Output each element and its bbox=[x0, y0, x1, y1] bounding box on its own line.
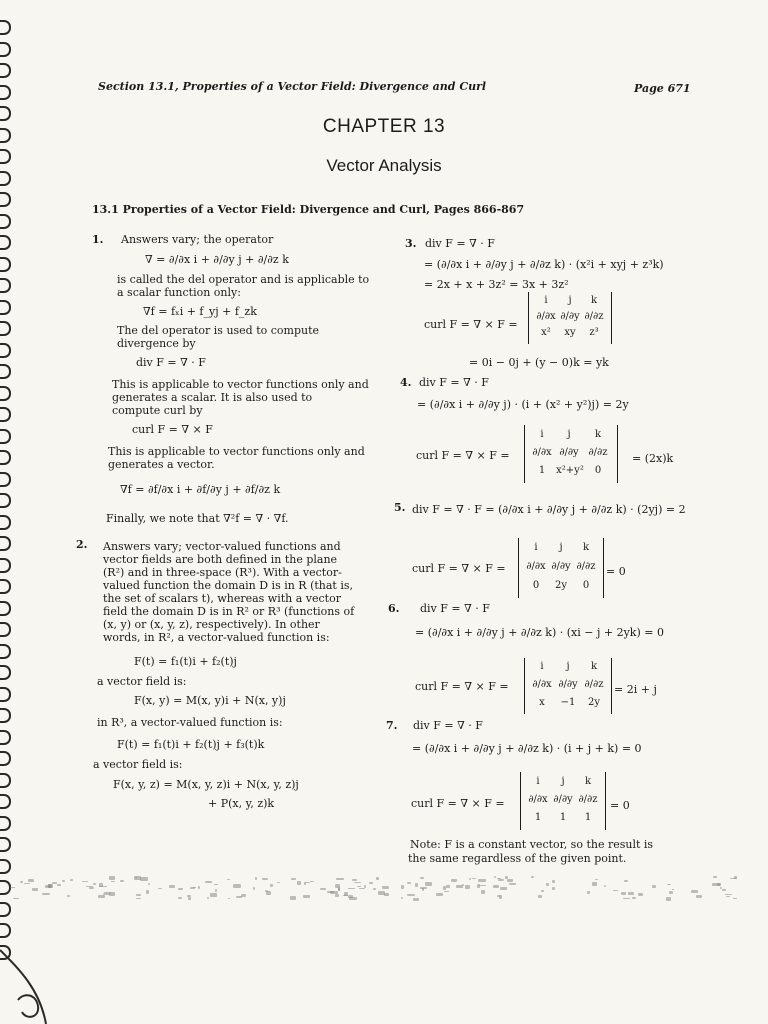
scan-speck bbox=[712, 883, 719, 886]
binder-hole bbox=[0, 708, 11, 723]
p4-curl-result: = (2x)k bbox=[632, 452, 674, 465]
p6-det-j: j bbox=[566, 661, 570, 672]
chapter-subtitle: Vector Analysis bbox=[326, 156, 442, 175]
p2-eq-5: + P(x, y, z)k bbox=[208, 797, 275, 810]
p4-det-dy: ∂/∂y bbox=[559, 447, 579, 458]
scan-speck bbox=[24, 883, 30, 884]
binder-hole bbox=[0, 558, 11, 573]
p2-line-11: a vector field is: bbox=[93, 758, 183, 771]
p2-line-5: the set of scalars t), whereas with a vector bbox=[103, 592, 341, 605]
scan-speck bbox=[465, 885, 470, 889]
scan-speck bbox=[384, 893, 389, 896]
p4-curl-label: curl F = ∇ × F = bbox=[416, 449, 510, 462]
p2-line-9: a vector field is: bbox=[97, 675, 187, 688]
p5-det-dx: ∂/∂x bbox=[526, 561, 546, 572]
scan-speck bbox=[146, 890, 149, 893]
scan-speck bbox=[444, 891, 449, 892]
scan-speck bbox=[592, 882, 598, 886]
binder-hole bbox=[0, 85, 11, 100]
scan-speck bbox=[178, 897, 182, 899]
scan-speck bbox=[253, 887, 255, 890]
p7-note-line-2: the same regardless of the given point. bbox=[408, 852, 627, 865]
p1-text-11: Finally, we note that ∇²f = ∇ · ∇f. bbox=[106, 512, 289, 525]
scan-speck bbox=[70, 879, 73, 881]
p6-curl-label: curl F = ∇ × F = bbox=[415, 680, 509, 693]
p3-det-p: z³ bbox=[589, 327, 599, 338]
p3-eq-3: = 2x + x + 3z² = 3x + 3z² bbox=[424, 278, 569, 291]
binder-hole bbox=[0, 622, 11, 637]
binder-hole bbox=[0, 816, 11, 831]
p6-det-dy: ∂/∂y bbox=[558, 679, 578, 690]
scan-speck bbox=[52, 882, 57, 885]
scan-speck bbox=[407, 882, 411, 884]
scan-speck bbox=[262, 878, 268, 880]
binder-hole bbox=[0, 278, 11, 293]
page-number: Page 671 bbox=[634, 82, 691, 95]
binder-hole bbox=[0, 902, 11, 917]
scan-speck bbox=[722, 889, 726, 891]
scan-speck bbox=[638, 893, 643, 897]
p2-line-6: field the domain D is in R² or R³ (functions of bbox=[103, 605, 355, 618]
scan-speck bbox=[57, 884, 60, 886]
p6-det-dz: ∂/∂z bbox=[584, 679, 604, 690]
scan-speck bbox=[82, 881, 89, 882]
p1-curl: curl F = ∇ × F bbox=[132, 423, 213, 436]
p5-curl-result: = 0 bbox=[606, 565, 626, 578]
p4-eq-1: div F = ∇ · F bbox=[419, 376, 489, 389]
p4-det-p: 0 bbox=[594, 465, 602, 476]
scan-speck bbox=[303, 895, 309, 898]
binder-hole bbox=[0, 579, 11, 594]
scan-speck bbox=[733, 898, 737, 899]
problem-1-number: 1. bbox=[92, 233, 104, 246]
p5-det-j: j bbox=[559, 542, 563, 553]
scan-speck bbox=[86, 886, 93, 887]
p7-curl-result: = 0 bbox=[610, 799, 630, 812]
p1-div: div F = ∇ · F bbox=[136, 356, 206, 369]
p7-det-j: j bbox=[561, 776, 565, 787]
scan-speck bbox=[291, 878, 296, 880]
scan-speck bbox=[297, 881, 301, 885]
p1-text-4: The del operator is used to compute bbox=[117, 324, 320, 337]
scan-speck bbox=[354, 882, 361, 884]
scan-speck bbox=[541, 890, 545, 892]
binder-hole bbox=[0, 730, 11, 745]
p5-det-k: k bbox=[582, 542, 590, 553]
binder-hole bbox=[0, 257, 11, 272]
p7-curl-label: curl F = ∇ × F = bbox=[411, 797, 505, 810]
scan-speck bbox=[725, 894, 733, 896]
binder-hole bbox=[0, 235, 11, 250]
p1-text-10: generates a vector. bbox=[108, 458, 215, 471]
p5-curl-determinant bbox=[518, 538, 604, 598]
scan-speck bbox=[498, 879, 504, 881]
binder-hole bbox=[0, 859, 11, 874]
scan-speck bbox=[357, 886, 361, 887]
scan-speck bbox=[98, 895, 105, 898]
binder-hole bbox=[0, 644, 11, 659]
p6-det-p: 2y bbox=[587, 697, 600, 708]
p5-det-dz: ∂/∂z bbox=[576, 561, 596, 572]
scan-speck bbox=[99, 883, 104, 887]
scan-speck bbox=[691, 890, 698, 893]
problem-3-number: 3. bbox=[405, 237, 417, 250]
p1-grad-f: ∇f = ∂f/∂x i + ∂f/∂y j + ∂f/∂z k bbox=[120, 483, 281, 496]
p1-text-7: generates a scalar. It is also used to bbox=[112, 391, 313, 404]
scan-speck bbox=[652, 885, 656, 888]
scan-speck bbox=[401, 897, 404, 899]
scan-speck bbox=[89, 887, 94, 889]
p3-det-i: i bbox=[544, 295, 548, 306]
binder-hole bbox=[0, 42, 11, 57]
p6-eq-1: div F = ∇ · F bbox=[420, 602, 490, 615]
scan-speck bbox=[401, 885, 404, 889]
scan-speck bbox=[666, 897, 670, 901]
scan-speck bbox=[13, 898, 19, 900]
binder-hole bbox=[0, 63, 11, 78]
scan-speck bbox=[546, 883, 548, 885]
binder-hole bbox=[0, 687, 11, 702]
p1-text-2: is called the del operator and is applicable to bbox=[117, 273, 370, 286]
binder-hole bbox=[0, 214, 11, 229]
binder-hole bbox=[0, 300, 11, 315]
scan-speck bbox=[158, 888, 162, 889]
scan-speck bbox=[726, 896, 729, 898]
scan-speck bbox=[443, 886, 446, 890]
scan-speck bbox=[140, 877, 148, 881]
scan-speck bbox=[134, 876, 141, 880]
scan-speck bbox=[632, 897, 636, 900]
p3-curl-determinant bbox=[528, 292, 612, 344]
p6-det-dx: ∂/∂x bbox=[532, 679, 552, 690]
binder-hole bbox=[0, 536, 11, 551]
p7-eq-1: div F = ∇ · F bbox=[413, 719, 483, 732]
binder-hole bbox=[0, 923, 11, 938]
scan-speck bbox=[93, 883, 96, 885]
scan-speck bbox=[373, 888, 376, 890]
scan-speck bbox=[359, 888, 365, 889]
scan-speck bbox=[538, 895, 542, 898]
p7-note-line-1: Note: F is a constant vector, so the result is bbox=[410, 838, 654, 851]
p3-eq-4: = 0i − 0j + (y − 0)k = yk bbox=[469, 356, 609, 369]
p4-det-n: x²+y² bbox=[556, 465, 584, 476]
binder-hole bbox=[0, 493, 11, 508]
binder-hole bbox=[0, 794, 11, 809]
problem-6-number: 6. bbox=[388, 602, 400, 615]
scan-speck bbox=[621, 892, 626, 895]
p2-line-8: words, in R², a vector-valued function is: bbox=[103, 631, 330, 644]
p3-eq-1: div F = ∇ · F bbox=[425, 237, 495, 250]
scan-speck bbox=[451, 879, 457, 882]
scan-speck bbox=[210, 893, 217, 897]
p4-det-k: k bbox=[594, 429, 602, 440]
scan-speck bbox=[595, 879, 598, 880]
scan-speck bbox=[310, 881, 314, 882]
p2-line-2: vector fields are both defined in the plane bbox=[103, 553, 338, 566]
scan-speck bbox=[136, 894, 141, 897]
scan-speck bbox=[407, 894, 414, 895]
scan-speck bbox=[730, 878, 737, 879]
scan-speck bbox=[613, 890, 618, 891]
scan-speck bbox=[493, 885, 500, 888]
scan-speck bbox=[62, 880, 65, 883]
p5-det-n: 2y bbox=[554, 580, 567, 591]
p1-del-operator: ∇ = ∂/∂x i + ∂/∂y j + ∂/∂z k bbox=[145, 253, 289, 266]
p4-eq-2: = (∂/∂x i + ∂/∂y j) · (i + (x² + y²)j) = 2y bbox=[417, 398, 629, 411]
p7-det-dy: ∂/∂y bbox=[553, 794, 573, 805]
binder-hole bbox=[0, 515, 11, 530]
scan-speck bbox=[32, 888, 38, 891]
p6-eq-2: = (∂/∂x i + ∂/∂y j + ∂/∂z k) · (xi − j + 2yk) = 0 bbox=[415, 626, 664, 639]
p7-det-dx: ∂/∂x bbox=[528, 794, 548, 805]
scan-speck bbox=[48, 884, 52, 888]
scan-speck bbox=[320, 888, 326, 890]
p3-det-dx: ∂/∂x bbox=[536, 311, 556, 322]
problem-7-number: 7. bbox=[386, 719, 398, 732]
p1-text-9: This is applicable to vector functions only and bbox=[108, 445, 365, 458]
p4-det-dx: ∂/∂x bbox=[532, 447, 552, 458]
p2-eq-4: F(x, y, z) = M(x, y, z)i + N(x, y, z)j bbox=[113, 778, 299, 791]
binder-hole bbox=[0, 386, 11, 401]
p4-det-m: 1 bbox=[538, 465, 546, 476]
p6-det-k: k bbox=[590, 661, 598, 672]
p2-eq-3: F(t) = f₁(t)i + f₂(t)j + f₃(t)k bbox=[117, 738, 265, 751]
scan-speck bbox=[327, 891, 334, 892]
scan-speck bbox=[227, 879, 230, 881]
binder-hole bbox=[0, 407, 11, 422]
scan-speck bbox=[136, 898, 141, 900]
scan-speck bbox=[233, 884, 240, 887]
p7-eq-2: = (∂/∂x i + ∂/∂y j + ∂/∂z k) · (i + j + k) = 0 bbox=[412, 742, 642, 755]
scan-speck bbox=[290, 896, 297, 900]
binder-hole bbox=[0, 837, 11, 852]
scan-noise-band bbox=[0, 876, 768, 902]
scan-speck bbox=[215, 889, 218, 892]
p2-eq-2: F(x, y) = M(x, y)i + N(x, y)j bbox=[134, 694, 286, 707]
p1-text-8: compute curl by bbox=[112, 404, 203, 417]
scan-speck bbox=[178, 888, 184, 889]
scan-speck bbox=[205, 881, 211, 882]
scan-speck bbox=[120, 880, 124, 882]
p1-text-1: Answers vary; the operator bbox=[121, 233, 274, 246]
scan-speck bbox=[604, 885, 607, 887]
binder-hole bbox=[0, 321, 11, 336]
scan-speck bbox=[628, 892, 634, 895]
binder-hole bbox=[0, 472, 11, 487]
scan-speck bbox=[479, 885, 486, 886]
scan-speck bbox=[531, 876, 534, 878]
p4-det-j: j bbox=[567, 429, 571, 440]
scan-speck bbox=[338, 888, 340, 891]
p2-line-4: valued function the domain D is in R (that is, bbox=[103, 579, 354, 592]
p3-det-m: x² bbox=[541, 327, 551, 338]
p2-eq-1: F(t) = f₁(t)i + f₂(t)j bbox=[134, 655, 237, 668]
binder-hole bbox=[0, 192, 11, 207]
p2-line-10: in R³, a vector-valued function is: bbox=[97, 716, 283, 729]
scan-speck bbox=[446, 885, 450, 888]
scan-speck bbox=[148, 883, 150, 886]
scan-speck bbox=[713, 876, 717, 878]
scan-speck bbox=[552, 880, 555, 883]
scan-speck bbox=[462, 884, 465, 885]
scan-speck bbox=[376, 877, 380, 879]
scan-speck bbox=[193, 887, 195, 888]
scan-speck bbox=[42, 893, 50, 894]
p5-curl-label: curl F = ∇ × F = bbox=[412, 562, 506, 575]
section-heading: 13.1 Properties of a Vector Field: Divergence and Curl, Pages 866-867 bbox=[92, 203, 525, 216]
p2-line-3: (R²) and in three-space (R³). With a vector- bbox=[103, 566, 342, 579]
p2-line-7: (x, y) or (x, y, z), respectively). In other bbox=[103, 618, 320, 631]
p6-curl-determinant bbox=[524, 658, 612, 714]
scan-speck bbox=[335, 894, 340, 896]
scan-speck bbox=[270, 884, 272, 888]
scan-speck bbox=[207, 897, 209, 899]
scan-speck bbox=[348, 888, 355, 889]
p5-det-m: 0 bbox=[532, 580, 540, 591]
p5-det-dy: ∂/∂y bbox=[551, 561, 571, 572]
p1-gradient: ∇f = fₓi + f_yj + f_zk bbox=[143, 305, 257, 318]
scan-speck bbox=[672, 889, 675, 890]
scan-speck bbox=[696, 895, 702, 898]
scan-speck bbox=[109, 876, 115, 880]
scan-speck bbox=[436, 893, 443, 896]
p3-det-dz: ∂/∂z bbox=[584, 311, 604, 322]
p4-det-i: i bbox=[540, 429, 544, 440]
scan-speck bbox=[214, 884, 218, 885]
scan-speck bbox=[343, 895, 348, 896]
scan-speck bbox=[10, 887, 15, 888]
p4-det-dz: ∂/∂z bbox=[588, 447, 608, 458]
chapter-title: CHAPTER 13 bbox=[322, 116, 446, 137]
p7-det-n: 1 bbox=[559, 812, 567, 823]
binder-hole bbox=[0, 601, 11, 616]
binder-hole bbox=[0, 773, 11, 788]
binder-hole bbox=[0, 364, 11, 379]
scan-speck bbox=[472, 878, 476, 879]
p7-det-k: k bbox=[584, 776, 592, 787]
binder-hole bbox=[0, 450, 11, 465]
p3-curl-label: curl F = ∇ × F = bbox=[424, 318, 518, 331]
problem-4-number: 4. bbox=[400, 376, 412, 389]
scan-speck bbox=[552, 887, 555, 890]
binder-hole bbox=[0, 665, 11, 680]
p7-det-dz: ∂/∂z bbox=[578, 794, 598, 805]
p1-text-5: divergence by bbox=[117, 337, 196, 350]
p6-curl-result: = 2i + j bbox=[614, 683, 657, 696]
binder-hole bbox=[0, 429, 11, 444]
scan-speck bbox=[305, 882, 311, 883]
scan-speck bbox=[425, 882, 432, 885]
scan-speck bbox=[587, 891, 590, 894]
scan-speck bbox=[500, 887, 507, 890]
scan-speck bbox=[478, 879, 485, 882]
scan-speck bbox=[188, 897, 191, 900]
p6-det-n: −1 bbox=[560, 697, 576, 708]
scan-speck bbox=[266, 891, 271, 894]
scan-speck bbox=[624, 880, 628, 882]
p3-det-k: k bbox=[590, 295, 598, 306]
scan-speck bbox=[198, 886, 201, 888]
p7-curl-determinant bbox=[520, 772, 606, 830]
p5-det-i: i bbox=[534, 542, 538, 553]
running-header: Section 13.1, Properties of a Vector Field: Divergence and Curl bbox=[98, 80, 487, 93]
p1-text-6: This is applicable to vector functions only and bbox=[112, 378, 369, 391]
p3-det-j: j bbox=[568, 295, 572, 306]
scan-speck bbox=[369, 882, 373, 885]
binder-hole bbox=[0, 751, 11, 766]
binder-hole bbox=[0, 20, 11, 35]
scan-speck bbox=[169, 885, 175, 888]
p7-det-p: 1 bbox=[584, 812, 592, 823]
p3-det-dy: ∂/∂y bbox=[560, 311, 580, 322]
scan-speck bbox=[349, 897, 356, 899]
scan-speck bbox=[277, 882, 280, 883]
p6-det-m: x bbox=[539, 697, 545, 708]
scan-speck bbox=[509, 883, 516, 885]
p6-det-i: i bbox=[540, 661, 544, 672]
scan-speck bbox=[469, 878, 472, 880]
scan-speck bbox=[415, 883, 418, 886]
scan-speck bbox=[241, 894, 246, 897]
p4-curl-determinant bbox=[524, 425, 618, 483]
scan-speck bbox=[109, 892, 115, 896]
problem-2-number: 2. bbox=[76, 538, 88, 551]
p7-det-m: 1 bbox=[534, 812, 542, 823]
scan-speck bbox=[667, 884, 670, 886]
scan-speck bbox=[507, 879, 512, 881]
scan-speck bbox=[669, 891, 673, 894]
scan-speck bbox=[413, 898, 419, 901]
scan-speck bbox=[255, 877, 257, 880]
p5-eq-1: div F = ∇ · F = (∂/∂x i + ∂/∂y j + ∂/∂z k) · (2yj) = 2 bbox=[412, 503, 686, 516]
binder-hole bbox=[0, 343, 11, 358]
scan-speck bbox=[481, 890, 484, 893]
page-corner-curl bbox=[0, 940, 60, 1024]
scan-speck bbox=[20, 881, 23, 883]
scan-speck bbox=[382, 886, 389, 889]
scan-speck bbox=[67, 895, 69, 896]
p1-text-3: a scalar function only: bbox=[117, 286, 241, 299]
p3-det-n: xy bbox=[564, 327, 576, 338]
scan-speck bbox=[497, 895, 500, 896]
p2-line-1: Answers vary; vector-valued functions and bbox=[103, 540, 341, 553]
scan-speck bbox=[623, 898, 630, 900]
p5-det-p: 0 bbox=[582, 580, 590, 591]
p3-eq-2: = (∂/∂x i + ∂/∂y j + ∂/∂z k) · (x²i + xyj + z³k) bbox=[424, 258, 664, 271]
problem-5-number: 5. bbox=[394, 501, 406, 514]
scan-speck bbox=[228, 898, 230, 899]
scan-speck bbox=[111, 881, 116, 882]
scan-speck bbox=[420, 877, 424, 879]
p7-det-i: i bbox=[536, 776, 540, 787]
scan-speck bbox=[336, 878, 344, 881]
